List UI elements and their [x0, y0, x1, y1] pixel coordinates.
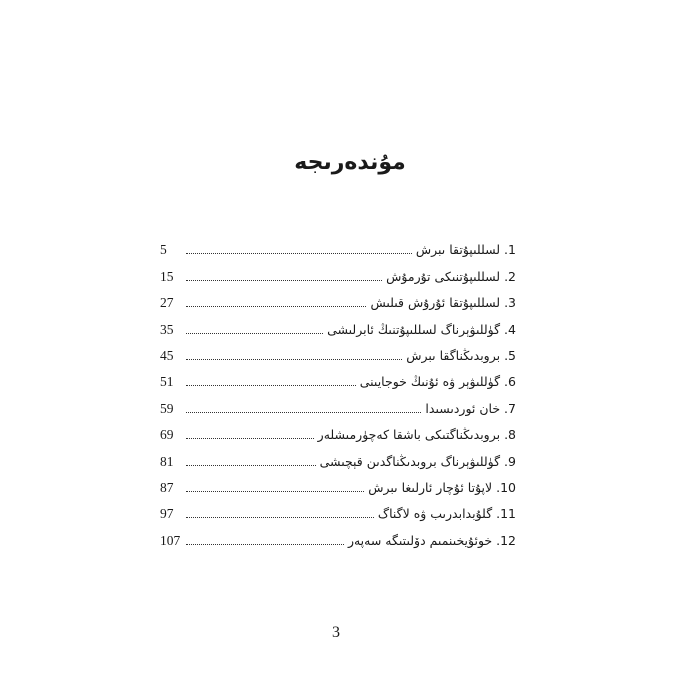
dot-leader: [186, 332, 323, 334]
toc-page-number: 5: [160, 242, 167, 258]
toc-chapter-title: 2. لسللىپۇتنىكى تۇرمۇش: [386, 268, 516, 284]
toc-chapter-title: 7. خان ئوردىسىدا: [425, 400, 516, 416]
toc-page-number: 81: [160, 453, 174, 469]
toc-chapter-title: 1. لسللىپۇتقا ىبرش: [415, 242, 516, 258]
toc-chapter-title: 11. گلۇبدابدرىب ۋە لاگناگ: [377, 506, 516, 522]
toc-chapter-title: 4. گۈللىۋېرناگ لسللىپۇتنىڭ ئابرلىشى: [327, 321, 516, 337]
toc-page-number: 97: [160, 506, 174, 522]
toc-page-number: 27: [160, 295, 174, 311]
toc-page-number: 107: [160, 532, 181, 548]
toc-page-number: 69: [160, 427, 174, 443]
dot-leader: [186, 490, 364, 492]
toc-page-number: 87: [160, 479, 174, 495]
toc-chapter-title: 3. لسللىپۇتقا ئۇرۇش قىلىش: [370, 295, 516, 311]
dot-leader: [186, 358, 402, 360]
dot-leader: [186, 543, 344, 545]
toc-entry: [160, 470, 516, 496]
dot-leader: [186, 464, 316, 466]
dot-leader: [186, 384, 356, 386]
toc-entry: [160, 311, 516, 337]
toc-entry: [160, 232, 516, 258]
toc-chapter-title: 5. بروبدىڭناگقا ىبرش: [406, 347, 516, 363]
page-title: مۇندەرىجە: [294, 150, 406, 175]
toc-chapter-title: 6. گۈللىۋېر ۋە ئۇنىڭ خوجايىنى: [359, 374, 516, 390]
dot-leader: [186, 279, 382, 281]
toc-entry: [160, 522, 516, 548]
table-of-contents: [160, 232, 516, 549]
dot-leader: [186, 305, 366, 307]
toc-chapter-title: 10. لاپۇتا ئۇچار ئارلىغا ىبرش: [368, 479, 516, 495]
toc-page-number: 35: [160, 321, 174, 337]
page-number: 3: [332, 624, 340, 641]
dot-leader: [186, 411, 421, 413]
toc-entry: [160, 417, 516, 443]
toc-entry: [160, 496, 516, 522]
toc-chapter-title: 9. گۈللىۋېرناگ بروبدىڭناگدىن قېچىشى: [319, 453, 516, 469]
toc-entry: [160, 285, 516, 311]
toc-entry: [160, 364, 516, 390]
toc-page-number: 51: [160, 374, 174, 390]
toc-entry: [160, 390, 516, 416]
dot-leader: [186, 252, 412, 254]
dot-leader: [186, 516, 374, 518]
toc-entry: [160, 258, 516, 284]
toc-chapter-title: 8. بروبدىڭناگتىكى باشقا كەچۈرمىشلەر: [317, 427, 516, 443]
toc-entry: [160, 338, 516, 364]
dot-leader: [186, 437, 314, 439]
toc-chapter-title: 12. خوئۇيخىنمىم دۆلىتىگە سەپەر: [347, 532, 516, 548]
toc-page-number: 15: [160, 268, 174, 284]
toc-entry: [160, 443, 516, 469]
toc-page-number: 45: [160, 347, 174, 363]
toc-page-number: 59: [160, 400, 174, 416]
